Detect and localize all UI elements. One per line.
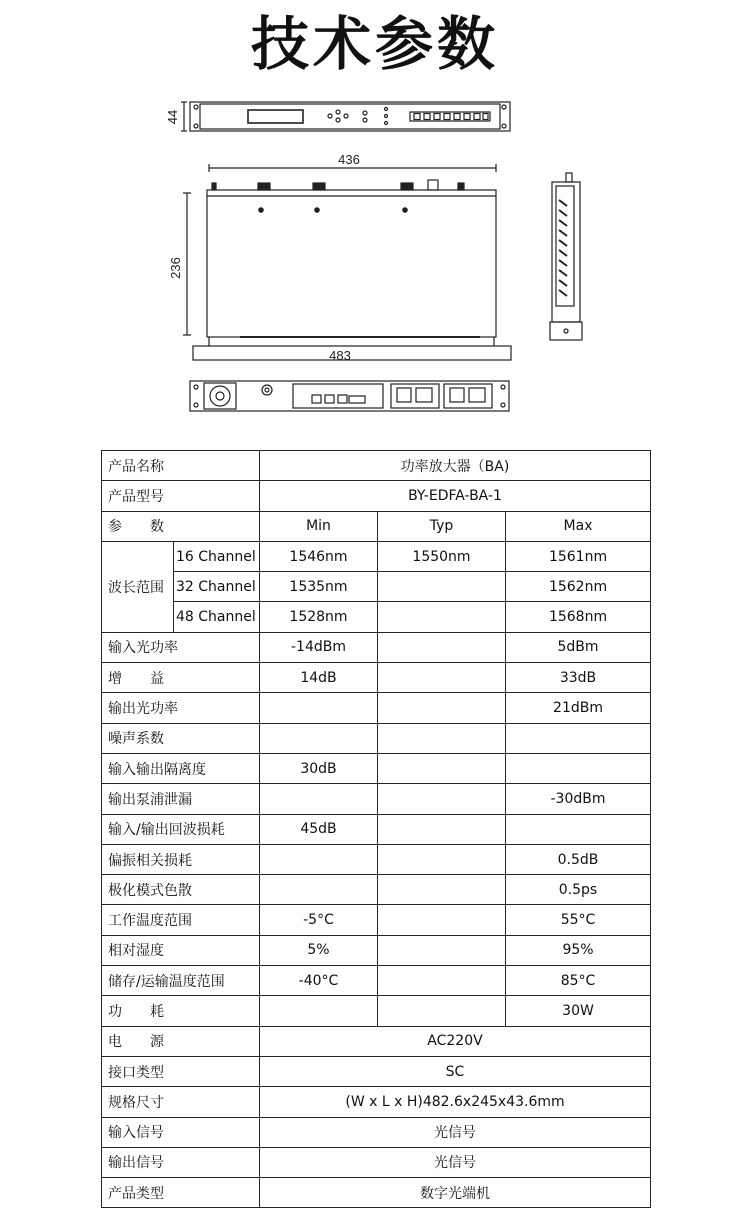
row-label: 电 源 [102, 1026, 260, 1056]
cell-typ [378, 844, 506, 874]
row-value: BY-EDFA-BA-1 [260, 481, 651, 511]
table-row [102, 1056, 651, 1086]
header-min: Min [260, 511, 378, 541]
row-label: 产品类型 [102, 1178, 260, 1208]
cell-max: 0.5ps [506, 875, 651, 905]
table-row [102, 996, 651, 1026]
cell-typ [378, 632, 506, 662]
table-row [102, 875, 651, 905]
cell-min: 30dB [260, 753, 378, 783]
cell-min: 14dB [260, 663, 378, 693]
row-value: (W x L x H)482.6x245x43.6mm [260, 1087, 651, 1117]
dim-depth-label: 236 [168, 257, 183, 279]
cell-typ [378, 572, 506, 602]
technical-drawing [0, 0, 750, 430]
row-value: 功率放大器（BA) [260, 451, 651, 481]
cell-typ [378, 723, 506, 753]
table-row [102, 1026, 651, 1056]
row-label: 输入信号 [102, 1117, 260, 1147]
channel-label: 16 Channel [174, 541, 260, 571]
row-label: 噪声系数 [102, 723, 260, 753]
row-value: SC [260, 1056, 651, 1086]
table-row [102, 481, 651, 511]
row-label: 储存/运输温度范围 [102, 966, 260, 996]
row-label: 输出信号 [102, 1147, 260, 1177]
cell-max: 0.5dB [506, 844, 651, 874]
cell-typ [378, 905, 506, 935]
row-value: 光信号 [260, 1147, 651, 1177]
row-value: 光信号 [260, 1117, 651, 1147]
table-row [102, 1087, 651, 1117]
row-label: 输出泵浦泄漏 [102, 784, 260, 814]
table-row [102, 814, 651, 844]
table-row [102, 1147, 651, 1177]
cell-min: -14dBm [260, 632, 378, 662]
row-label: 参 数 [102, 511, 260, 541]
table-row [102, 935, 651, 965]
table-row [102, 1117, 651, 1147]
cell-min: 45dB [260, 814, 378, 844]
row-value: AC220V [260, 1026, 651, 1056]
table-row [102, 663, 651, 693]
dim-width-label: 436 [338, 152, 360, 167]
cell-typ [378, 784, 506, 814]
cell-max: 21dBm [506, 693, 651, 723]
spec-table [101, 450, 651, 1208]
row-label: 产品型号 [102, 481, 260, 511]
table-row [102, 451, 651, 481]
cell-typ [378, 663, 506, 693]
row-label: 功 耗 [102, 996, 260, 1026]
cell-min [260, 996, 378, 1026]
cell-min [260, 693, 378, 723]
row-label: 输出光功率 [102, 693, 260, 723]
cell-max [506, 723, 651, 753]
table-row [102, 693, 651, 723]
row-label: 接口类型 [102, 1056, 260, 1086]
row-label: 波长范围 [102, 541, 174, 632]
cell-min: -5°C [260, 905, 378, 935]
cell-max: 1568nm [506, 602, 651, 632]
cell-max: 85°C [506, 966, 651, 996]
cell-min [260, 784, 378, 814]
cell-typ [378, 966, 506, 996]
cell-max: 30W [506, 996, 651, 1026]
channel-label: 32 Channel [174, 572, 260, 602]
row-label: 增 益 [102, 663, 260, 693]
row-label: 相对湿度 [102, 935, 260, 965]
page-title: 技术参数 [250, 10, 499, 78]
cell-typ [378, 996, 506, 1026]
side-view [550, 173, 582, 340]
cell-max [506, 753, 651, 783]
cell-typ [378, 602, 506, 632]
dim-height-label: 44 [165, 109, 180, 125]
cell-max: 1562nm [506, 572, 651, 602]
cell-min [260, 723, 378, 753]
row-label: 产品名称 [102, 451, 260, 481]
cell-typ [378, 693, 506, 723]
cell-typ [378, 935, 506, 965]
front-view [181, 102, 510, 131]
table-row [102, 753, 651, 783]
table-row [102, 572, 651, 602]
cell-typ [378, 753, 506, 783]
row-value: 数字光端机 [260, 1178, 651, 1208]
row-label: 偏振相关损耗 [102, 844, 260, 874]
header-max: Max [506, 511, 651, 541]
cell-min: 1528nm [260, 602, 378, 632]
cell-typ [378, 875, 506, 905]
table-row [102, 1178, 651, 1208]
table-row [102, 905, 651, 935]
table-row [102, 632, 651, 662]
table-row [102, 511, 651, 541]
cell-min: 1535nm [260, 572, 378, 602]
cell-min: 5% [260, 935, 378, 965]
cell-min: 1546nm [260, 541, 378, 571]
cell-typ [378, 814, 506, 844]
table-row [102, 602, 651, 632]
cell-max: 33dB [506, 663, 651, 693]
table-row [102, 541, 651, 571]
rear-view [190, 381, 509, 411]
table-row [102, 966, 651, 996]
cell-max: 95% [506, 935, 651, 965]
row-label: 输入/输出回波损耗 [102, 814, 260, 844]
dim-rack-width-label: 483 [329, 348, 351, 363]
channel-label: 48 Channel [174, 602, 260, 632]
cell-max: -30dBm [506, 784, 651, 814]
cell-min: -40°C [260, 966, 378, 996]
cell-typ: 1550nm [378, 541, 506, 571]
cell-min [260, 844, 378, 874]
row-label: 输入输出隔离度 [102, 753, 260, 783]
table-row [102, 723, 651, 753]
header-typ: Typ [378, 511, 506, 541]
row-label: 工作温度范围 [102, 905, 260, 935]
cell-max: 5dBm [506, 632, 651, 662]
row-label: 极化模式色散 [102, 875, 260, 905]
cell-max [506, 814, 651, 844]
table-row [102, 784, 651, 814]
table-row [102, 844, 651, 874]
cell-min [260, 875, 378, 905]
top-view [183, 164, 511, 360]
row-label: 输入光功率 [102, 632, 260, 662]
row-label: 规格尺寸 [102, 1087, 260, 1117]
cell-max: 1561nm [506, 541, 651, 571]
cell-max: 55°C [506, 905, 651, 935]
